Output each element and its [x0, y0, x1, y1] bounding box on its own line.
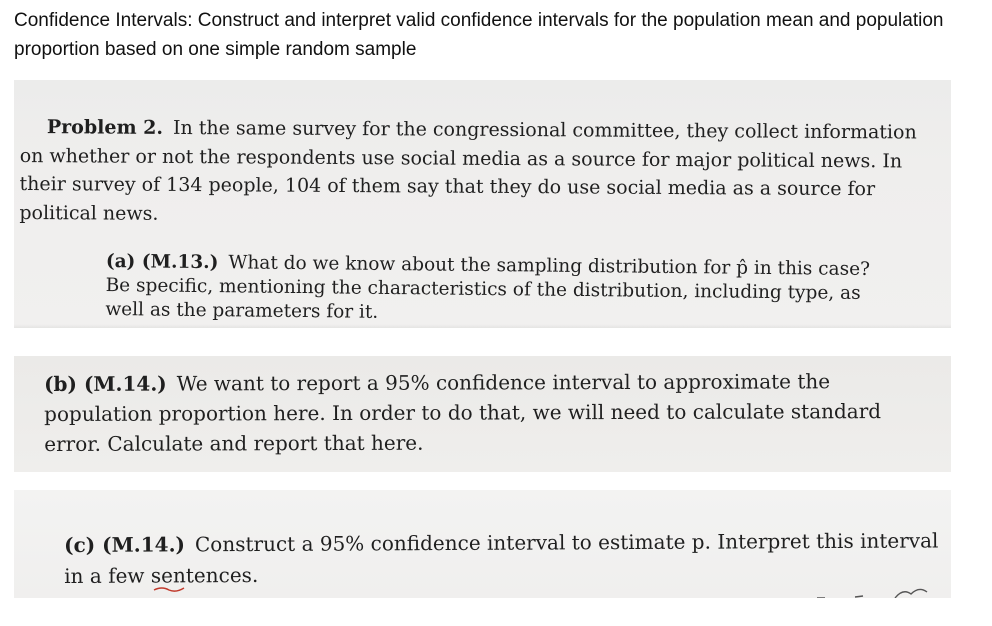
part-c-photo: [14, 490, 951, 598]
part-a-label: (a) (M.13.): [105, 250, 219, 274]
part-b-text: We want to report a 95% confidence interval to approximate the population proportion here. In order to do that, we will need to calculate standard error. Calculate and report that here.: [44, 369, 882, 456]
part-c-label: (c) (M.14.): [64, 532, 186, 557]
problem-2-text: In the same survey for the congressional committee, they collect information on whether or not the respondents use social media as a source for major political news. In their survey of 134 people, 104 of them say that they do use social media as a source for political news.: [19, 116, 917, 225]
page-heading: Confidence Intervals: Construct and interpret valid confidence intervals for the population mean and population proportion based on one simple random sample: [14, 10, 944, 60]
problem-2-photo: [14, 80, 951, 328]
part-b-paragraph: [44, 366, 924, 459]
problem-2-paragraph: [19, 113, 940, 233]
photo-edge-shadow: [14, 324, 951, 328]
problem-2-label: Problem 2.: [46, 116, 164, 139]
part-c-paragraph: [64, 525, 944, 592]
part-c-text: Construct a 95% confidence interval to estimate p. Interpret this interval in a few sentences.: [64, 528, 939, 588]
part-a-paragraph: [105, 250, 876, 328]
part-a-text: What do we know about the sampling distribution for p̂ in this case? Be specific, mentioning the characteristics of the distribution, including type, as well as the parameters for it.: [105, 252, 871, 323]
part-b-photo: [14, 356, 951, 472]
red-underline-mark-icon: [152, 584, 186, 594]
part-b-label: (b) (M.14.): [44, 371, 167, 396]
pencil-scribble-icon: [815, 584, 935, 598]
